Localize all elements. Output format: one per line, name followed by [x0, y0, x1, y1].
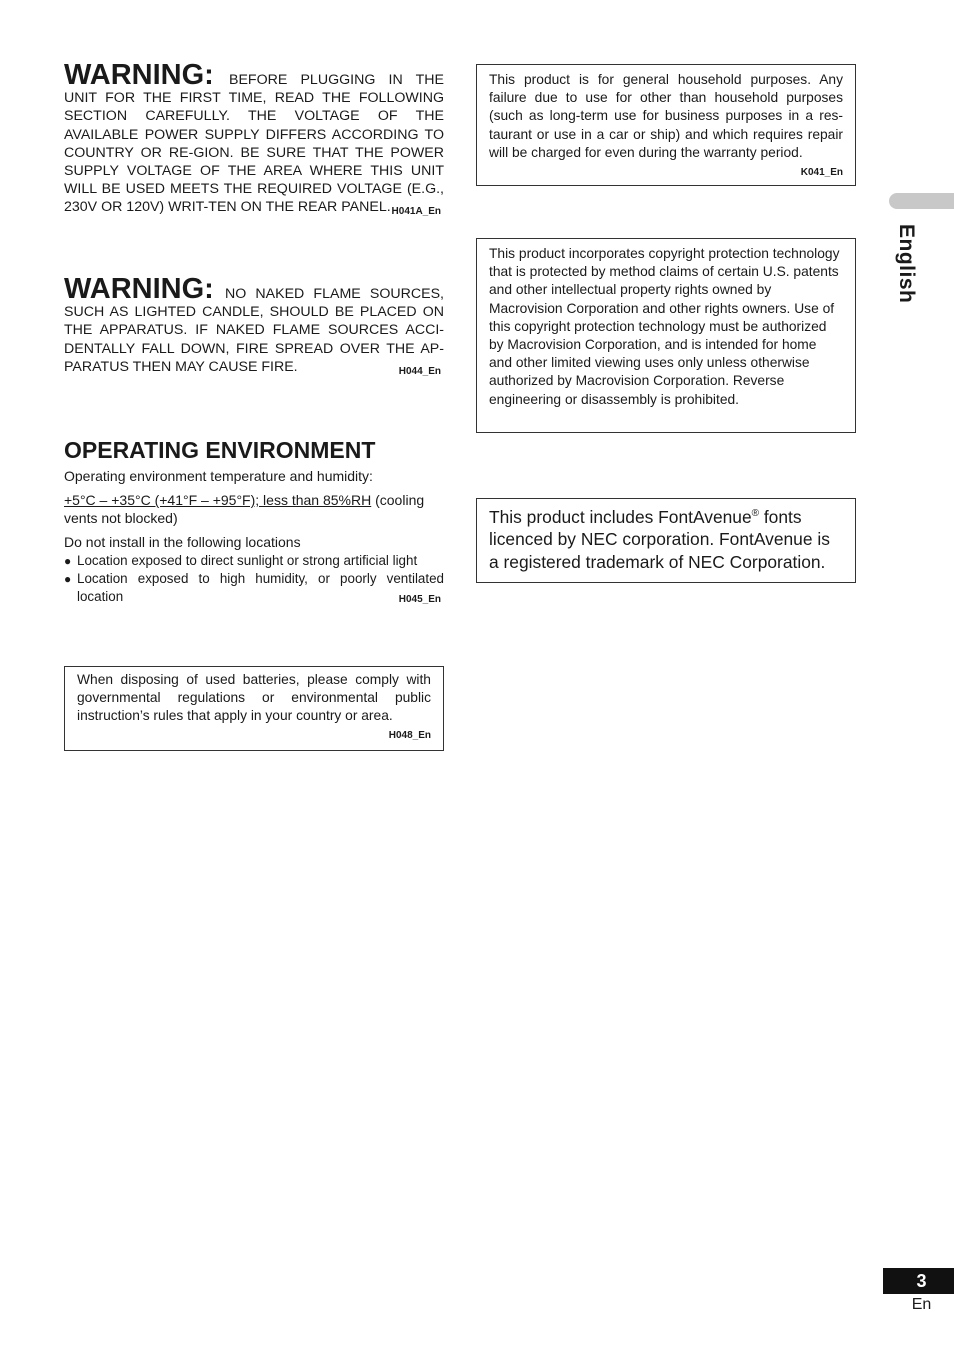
language-tab	[889, 193, 954, 209]
section-title: OPERATING ENVIRONMENT	[64, 437, 376, 463]
notice-text: This product is for general household purposes. Any failure due to use for other than household purposes (such as long-term use for business purposes in a res-taurant or use in a car or ship) and which requires repair will be charged for even during the warranty period.	[489, 72, 843, 160]
notice-text: When disposing of used batteries, please comply with governmental regulations or environmental public instruction’s rules that apply in your country or area.	[77, 672, 431, 724]
location-list	[64, 552, 444, 606]
warning-heading: WARNING:	[64, 273, 214, 305]
copyright-protection-box	[476, 238, 856, 433]
registered-mark: ®	[751, 508, 760, 519]
language-label: English	[895, 224, 918, 304]
condition-range: +5°C – +35°C (+41°F – +95°F); less than 85%RH	[64, 492, 372, 508]
warning-naked-flame	[64, 273, 444, 381]
warning-text: BEFORE PLUGGING IN THE UNIT FOR THE FIRST TIME, READ THE FOLLOWING SECTION CAREFULLY. THE VOLTAGE OF THE AVAILABLE POWER SUPPLY DIFFERS ACCORDING TO COUNTRY OR RE-GION. BE SURE THAT THE POWER SUPPLY VOLTAGE OF THE AREA WHERE THIS UNIT WILL BE USED MEETS THE REQUIRED VOLTAGE (E.G., 230V OR 120V) WRIT-TEN ON THE REAR PANEL.	[64, 72, 444, 216]
reference-code: H041A_En	[391, 206, 441, 218]
reference-code: H045_En	[398, 594, 441, 605]
notice-text: This product includes FontAvenue® fonts licenced by NEC corporation. FontAvenue is a registered trademark of NEC Corporation.	[489, 506, 830, 572]
do-not-install-heading: Do not install in the following locations	[64, 534, 301, 550]
intro-text: Operating environment temperature and humidity:	[64, 468, 373, 484]
warning-text: NO NAKED FLAME SOURCES, SUCH AS LIGHTED CANDLE, SHOULD BE PLACED ON THE APPARATUS. IF NAKED FLAME SOURCES ACCI-DENTALLY FALL DOWN, FIRE SPREAD OVER THE AP-PARATUS THEN MAY CAUSE FIRE.	[64, 286, 444, 375]
warning-heading: WARNING:	[64, 59, 214, 91]
notice-text: This product incorporates copyright protection technology that is protected by method claims of certain U.S. patents and other intellectual property rights owned by Macrovision Corporation and other rights owners. Use of this copyright protection technology must be authorized by Macrovision Corporation, and is intended for home and other limited viewing uses only unless otherwise authorized by Macrovision Corporation. Reverse engineering or disassembly is prohibited.	[489, 246, 840, 407]
bullet-icon: ●	[64, 572, 72, 586]
household-use-box	[476, 64, 856, 186]
page-number: 3	[883, 1268, 954, 1294]
warning-power-supply	[64, 59, 444, 222]
page-language: En	[911, 1296, 932, 1313]
batteries-notice-box	[64, 666, 444, 751]
condition-note: (cooling vents not blocked)	[64, 492, 425, 526]
list-item: ● Location exposed to direct sunlight or strong artificial light	[64, 553, 418, 568]
reference-code: K041_En	[800, 167, 843, 179]
font-license-box	[476, 498, 856, 583]
bullet-icon: ●	[64, 554, 72, 568]
operating-environment-section	[64, 436, 444, 609]
reference-code: H048_En	[388, 729, 431, 741]
condition-text	[64, 491, 444, 527]
list-item: ● Location exposed to high humidity, or poorly ventilated location H045_En	[64, 570, 444, 606]
reference-code: H044_En	[398, 365, 441, 377]
